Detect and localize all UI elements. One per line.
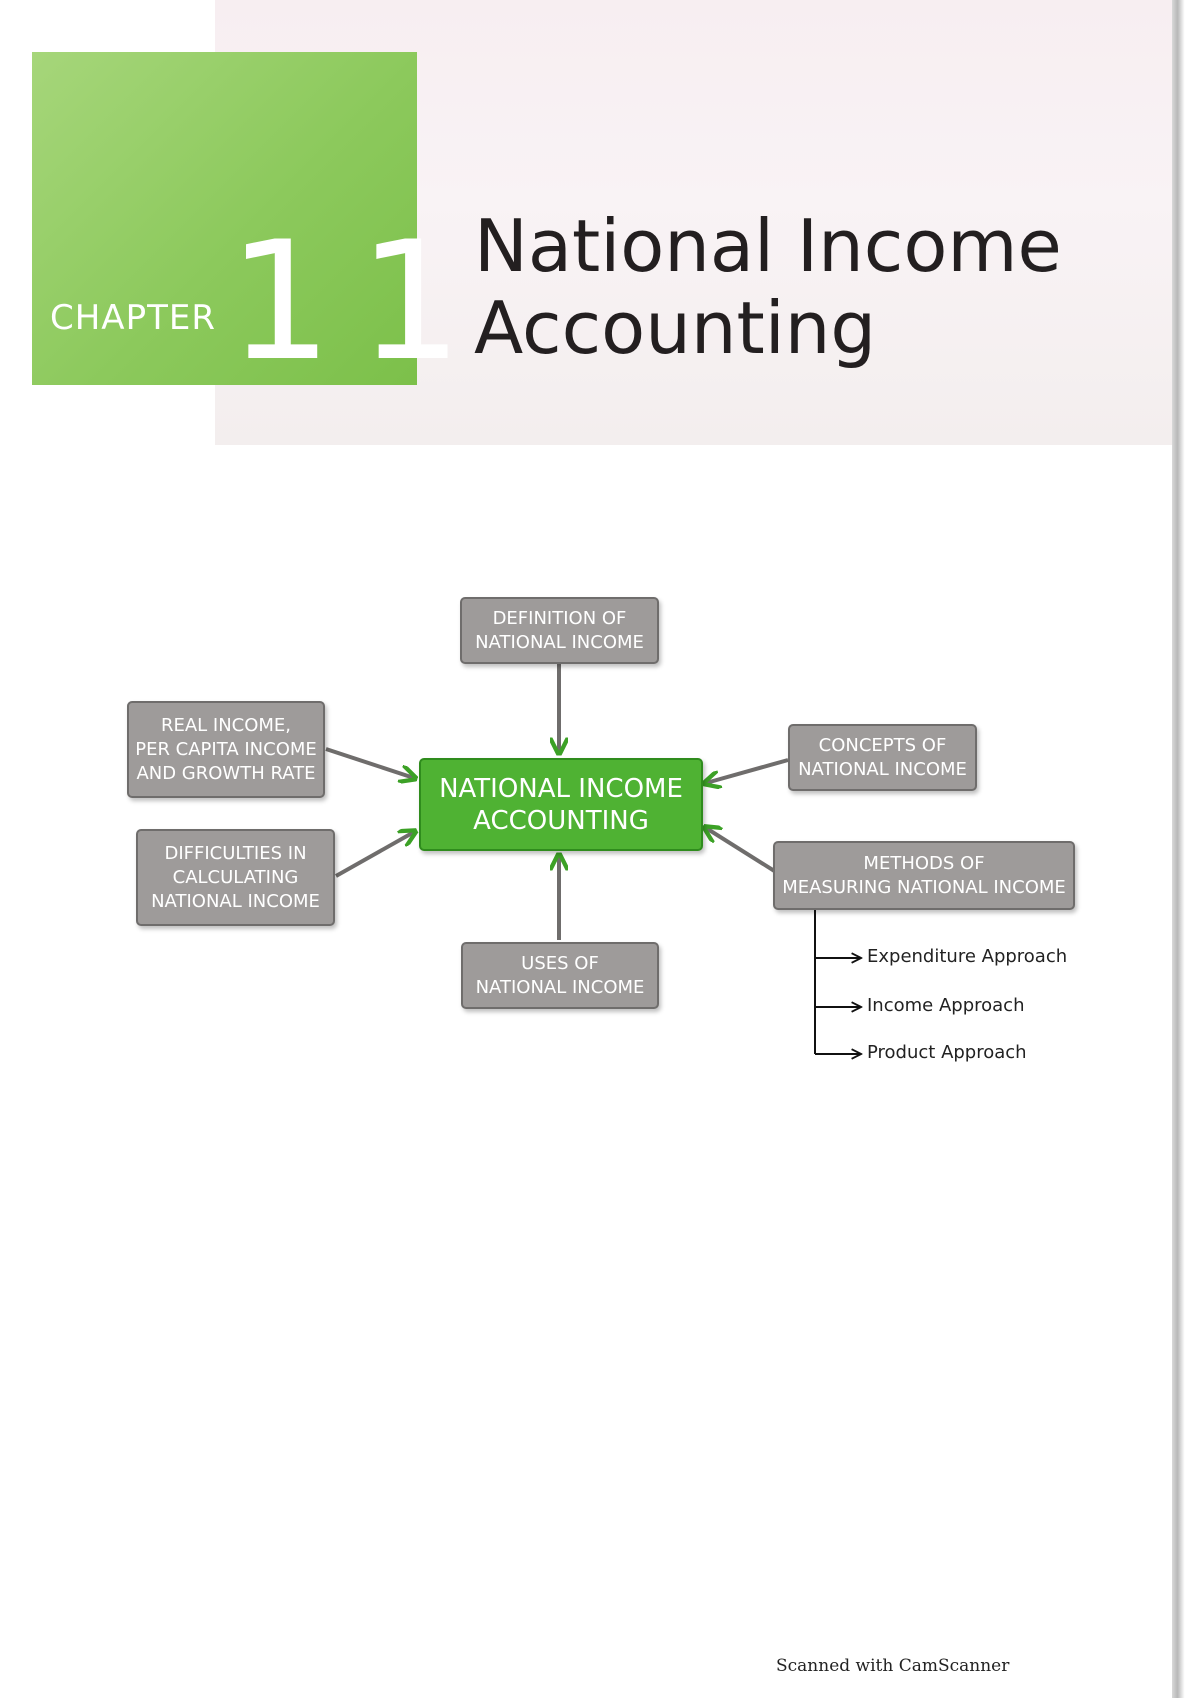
chapter-number: 11: [228, 206, 489, 397]
uses-line-1: USES OF: [521, 952, 599, 974]
uses-node: [461, 942, 659, 1009]
definition-line-2: NATIONAL INCOME: [475, 631, 644, 653]
definition-node: [460, 597, 659, 664]
real-income-node: [127, 701, 325, 798]
arrow-methods-to-center: [706, 828, 776, 872]
difficulties-line-3: NATIONAL INCOME: [151, 890, 320, 912]
arrow-concepts-to-center: [706, 760, 788, 783]
difficulties-line-1: DIFFICULTIES IN: [164, 842, 307, 864]
concepts-line-2: NATIONAL INCOME: [798, 758, 967, 780]
expenditure-approach-label: Expenditure Approach: [867, 946, 1068, 967]
income-approach-label: Income Approach: [867, 995, 1025, 1016]
real-income-line-3: AND GROWTH RATE: [136, 762, 316, 784]
difficulties-node: [136, 829, 335, 926]
product-approach-label: Product Approach: [867, 1042, 1027, 1063]
scan-footer-note: Scanned with CamScanner: [776, 1656, 1010, 1676]
center-line-2: ACCOUNTING: [473, 805, 649, 836]
concepts-node: [788, 724, 977, 791]
center-line-1: NATIONAL INCOME: [439, 773, 683, 804]
arrow-difficulties-to-center: [336, 832, 414, 876]
arrow-real-income-to-center: [326, 749, 414, 778]
methods-line-2: MEASURING NATIONAL INCOME: [782, 876, 1066, 898]
chapter-title-line-2: Accounting: [474, 286, 877, 370]
national-income-accounting-node: [419, 758, 703, 851]
real-income-line-1: REAL INCOME,: [160, 714, 292, 736]
uses-line-2: NATIONAL INCOME: [475, 976, 645, 998]
concepts-line-1: CONCEPTS OF: [818, 734, 947, 756]
chapter-label: CHAPTER: [50, 298, 216, 338]
difficulties-line-2: CALCULATING: [172, 866, 299, 888]
methods-line-1: METHODS OF: [863, 852, 985, 874]
real-income-line-2: PER CAPITA INCOME: [135, 738, 317, 760]
methods-node: [773, 841, 1075, 910]
definition-line-1: DEFINITION OF: [492, 607, 627, 629]
chapter-title-line-1: National Income: [474, 204, 1062, 288]
